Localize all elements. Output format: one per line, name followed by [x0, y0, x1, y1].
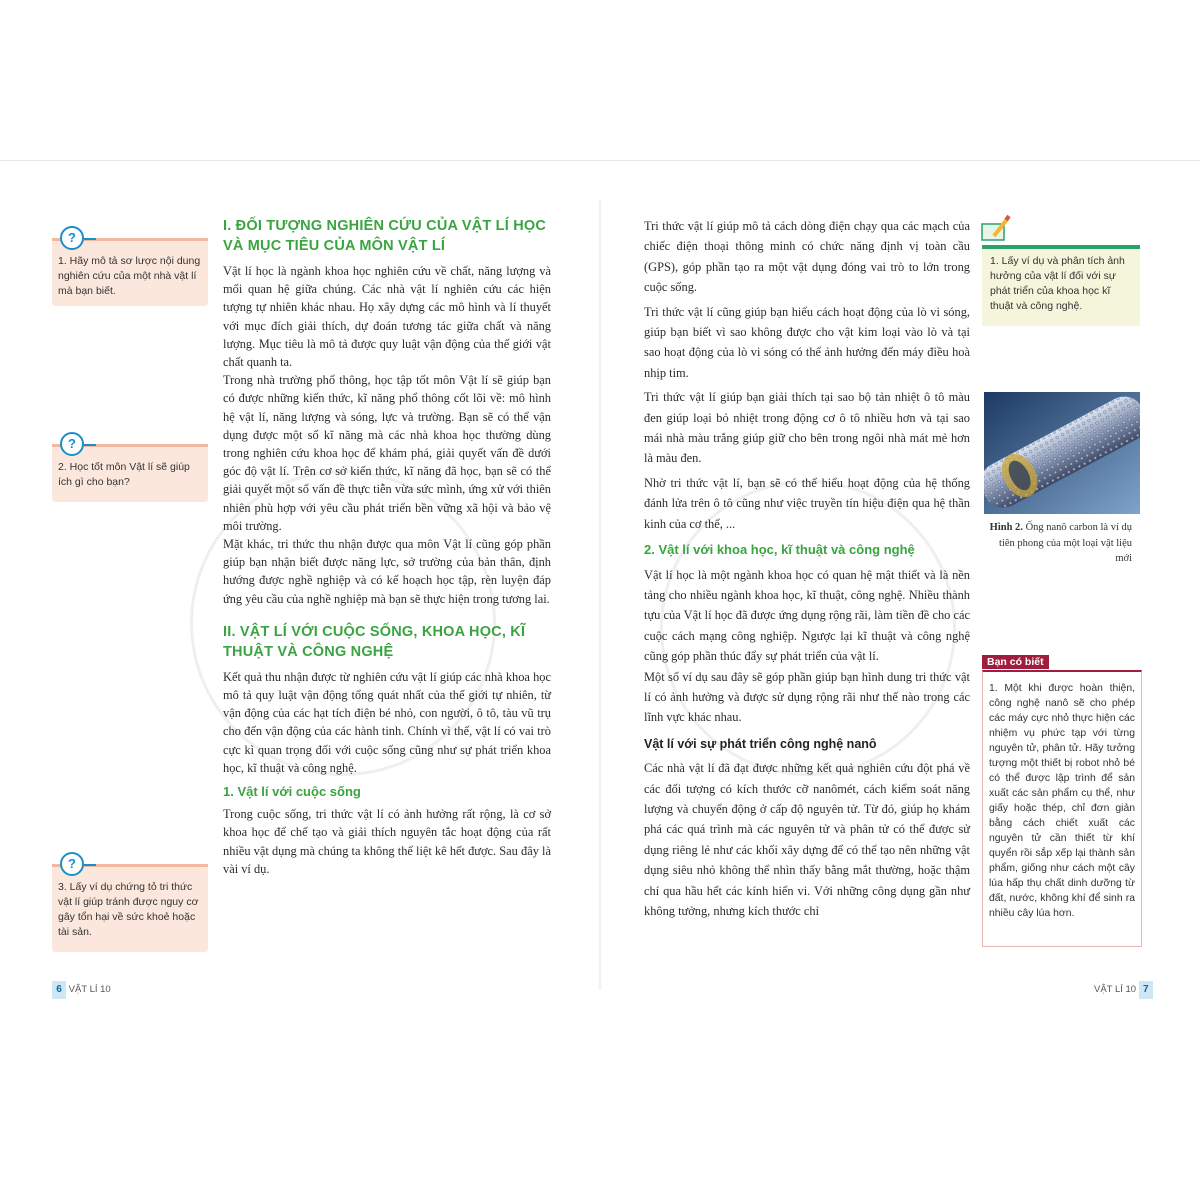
book-label: VẬT LÍ 10 — [68, 984, 111, 995]
paragraph: Các nhà vật lí đã đạt được những kết quả nghiên cứu đột phá về các đối tượng có kích thước cỡ nanômét, cách kiểm soát năng lượng và chuyển động ở cấp độ nguyên tử. Từ đó, giúp họ khám phá các quá trình mà các nguyên tử và phân tử có thể được sử dụng riêng lẻ như các khối xây dựng để có thể tạo nên những vật dụng siêu nhỏ không thể nhìn thấy bằng mắt thường, hoặc thậm chí qua hầu hết các kính hiển vi. Với những công dụng gần như không tưởng, nhưng kích thước chỉ — [644, 761, 970, 918]
question-icon: ? — [60, 432, 84, 456]
section-heading-2: II. VẬT LÍ VỚI CUỘC SỐNG, KHOA HỌC, KĨ THUẬT VÀ CÔNG NGHỆ — [223, 623, 526, 660]
right-main-column — [644, 216, 970, 921]
paragraph: Vật lí học là một ngành khoa học có quan hệ mật thiết và là nền tảng cho nhiều ngành khoa học, kĩ thuật, công nghệ. Nhiều thành tựu của Vật lí học đã được ứng dụng rộng rãi, làm tiền đề cho các cuộc cách mạng công nghiệp. Ngược lại kĩ thuật và công nghệ cũng góp phần thúc đẩy sự phát triển của vật lí. — [644, 567, 970, 664]
question-text-2: 2. Học tốt môn Vật lí sẽ giúp ích gì cho bạn? — [58, 461, 190, 488]
paragraph: Tri thức vật lí giúp mô tả cách dòng điện chạy qua các mạch của chiếc điện thoại thông minh có chức năng định vị toàn cầu (GPS), góp phần tạo ra một vật dụng đóng vai trò to lớn trong cuộc sống. — [644, 219, 970, 295]
paragraph: Kết quả thu nhận được từ nghiên cứu vật lí giúp các nhà khoa học mô tả quy luật vận động tổng quát nhất của thế giới tự nhiên, từ vận động của các hạt tích điện bé nhỏ, con người, ô tô, tàu vũ trụ cho đến vận động của các hành tinh. Chính vì thế, vật lí có vai trò cực kì quan trọng đối với cuộc sống cũng như sự phát triển khoa học, kĩ thuật và công nghệ. — [223, 669, 551, 775]
page-footer-left — [52, 980, 111, 1000]
subheading-nano: Vật lí với sự phát triển công nghệ nanô — [644, 736, 877, 751]
subheading-life: 1. Vật lí với cuộc sống — [223, 784, 361, 800]
carbon-nanotube-image — [984, 392, 1140, 514]
paragraph: Trong nhà trường phổ thông, học tập tốt môn Vật lí sẽ giúp bạn có được những kiến thức, kĩ năng phổ thông cốt lõi về: mô hình hệ vật lí, năng lượng và sóng, lực và trường. Bạn sẽ có thể vận dụng được một số kĩ năng mà các nhà khoa học thường dùng trong nghiên cứu khoa học để khám phá, giải quyết vấn đề dưới góc độ vật lí. Trên cơ sở kiến thức, kĩ năng đã học, bạn sẽ có thể giải quyết một số vấn đề thực tiễn vừa sức mình, ứng xử với thiên nhiên phù hợp với yêu cầu phát triển bền vững xã hội và bảo vệ môi trường. — [223, 373, 551, 533]
paragraph: Mặt khác, tri thức thu nhận được qua môn Vật lí cũng góp phần giúp bạn nhận biết được năng lực, sở trường của bản thân, định hướng được nghề nghiệp và có kế hoạch học tập, rèn luyện đáp ứng yêu cầu của nghề nghiệp mà bạn sẽ thực hiện trong tương lai. — [223, 537, 551, 606]
question-icon: ? — [60, 852, 84, 876]
did-you-know-box — [982, 670, 1142, 947]
figure-caption — [984, 520, 1132, 567]
activity-text: 1. Lấy ví dụ và phân tích ảnh hưởng của vật lí đối với sự phát triển của khoa học kĩ thuật và công nghệ. — [990, 255, 1125, 312]
question-box-1 — [52, 230, 208, 306]
question-text-1: 1. Hãy mô tả sơ lược nội dung nghiên cứu của một nhà vật lí mà bạn biết. — [58, 255, 201, 297]
top-divider — [0, 160, 1200, 161]
page-number: 7 — [1139, 981, 1153, 999]
question-text-3: 3. Lấy ví dụ chứng tỏ tri thức vật lí giúp tránh được nguy cơ gây tổn hại về sức khoẻ hoặc tài sản. — [58, 881, 199, 938]
paragraph: Tri thức vật lí giúp bạn giải thích tại sao bộ tản nhiệt ô tô màu đen giúp loại bỏ nhiệt trong động cơ ô tô nhiều hơn và tại sao mái nhà màu trắng giúp giữ cho bên trong ngôi nhà mát mẻ hơn là màu đen. — [644, 390, 970, 466]
section-heading-1: I. ĐỐI TƯỢNG NGHIÊN CỨU CỦA VẬT LÍ HỌC VÀ MỤC TIÊU CỦA MÔN VẬT LÍ — [223, 218, 547, 254]
pencil-icon — [980, 214, 1014, 244]
caption-text: Ống nanô carbon là ví dụ tiên phong của một loại vật liệu mới — [999, 522, 1132, 564]
paragraph: Vật lí học là ngành khoa học nghiên cứu về chất, năng lượng và mối quan hệ giữa chúng. Các nhà vật lí nghiên cứu các hiện tượng tự nhiên khác nhau. Họ xây dựng các mô hình và lí thuyết với mục đích giải thích, dự đoán tương tác giữa chất và năng lượng. Mục tiêu là mô tả được quy luật vận động của thế giới vật chất quanh ta. — [223, 264, 551, 370]
paragraph: Một số ví dụ sau đây sẽ góp phần giúp bạn hình dung tri thức vật lí có ảnh hưởng và được sử dụng rộng rãi như thế nào trong các lĩnh vực khác nhau. — [644, 669, 970, 725]
caption-label: Hình 2. — [989, 522, 1023, 533]
paragraph: Tri thức vật lí cũng giúp bạn hiểu cách hoạt động của lò vi sóng, giúp bạn biết vì sao không được cho vật kim loại vào lò và tại sao hoạt động của lò vi sóng có thể ảnh hưởng đến máy điều hoà nhịp tim. — [644, 304, 970, 380]
book-spine — [598, 200, 602, 990]
page-footer-right — [1094, 980, 1153, 1000]
did-you-know-text: 1. Một khi được hoàn thiện, công nghệ nanô sẽ cho phép các máy cực nhỏ thực hiện các nhiệm vụ phức tạp với từng nguyên tử, phân tử. Hãy tưởng tượng một thiết bị robot nhỏ bé có thể được lập trình để sản xuất các sản phẩm cụ thể, như giấy hoặc thép, chỉ đơn giản bằng cách chiết xuất các nguyên tử cần thiết từ khí quyển rồi sắp xếp lại thành sản phẩm, giống như cách một cây lúa hấp thụ chất dinh dưỡng từ đất, nước, không khí để sinh ra nhiều cây lúa hơn. — [989, 683, 1135, 919]
paragraph: Trong cuộc sống, tri thức vật lí có ảnh hưởng rất rộng, là cơ sở khoa học để chế tạo và giải thích nguyên tắc hoạt động của rất nhiều vật dụng mà chúng ta không thể liệt kê hết được. Sau đây là vài ví dụ. — [223, 807, 551, 876]
did-you-know-tag: Bạn có biết — [982, 655, 1049, 669]
paragraph: Nhờ tri thức vật lí, bạn sẽ có thể hiểu hoạt động của hệ thống đánh lửa trên ô tô cũng như việc truyền tín hiệu điện qua hệ thần kinh của cơ thể, ... — [644, 475, 970, 531]
question-icon: ? — [60, 226, 84, 250]
page-number: 6 — [52, 981, 66, 999]
question-box-3 — [52, 856, 208, 952]
question-box-2 — [52, 436, 208, 502]
activity-box — [982, 248, 1140, 326]
subheading-science: 2. Vật lí với khoa học, kĩ thuật và công nghệ — [644, 542, 915, 558]
book-label: VẬT LÍ 10 — [1094, 984, 1137, 995]
left-main-column — [223, 216, 551, 878]
